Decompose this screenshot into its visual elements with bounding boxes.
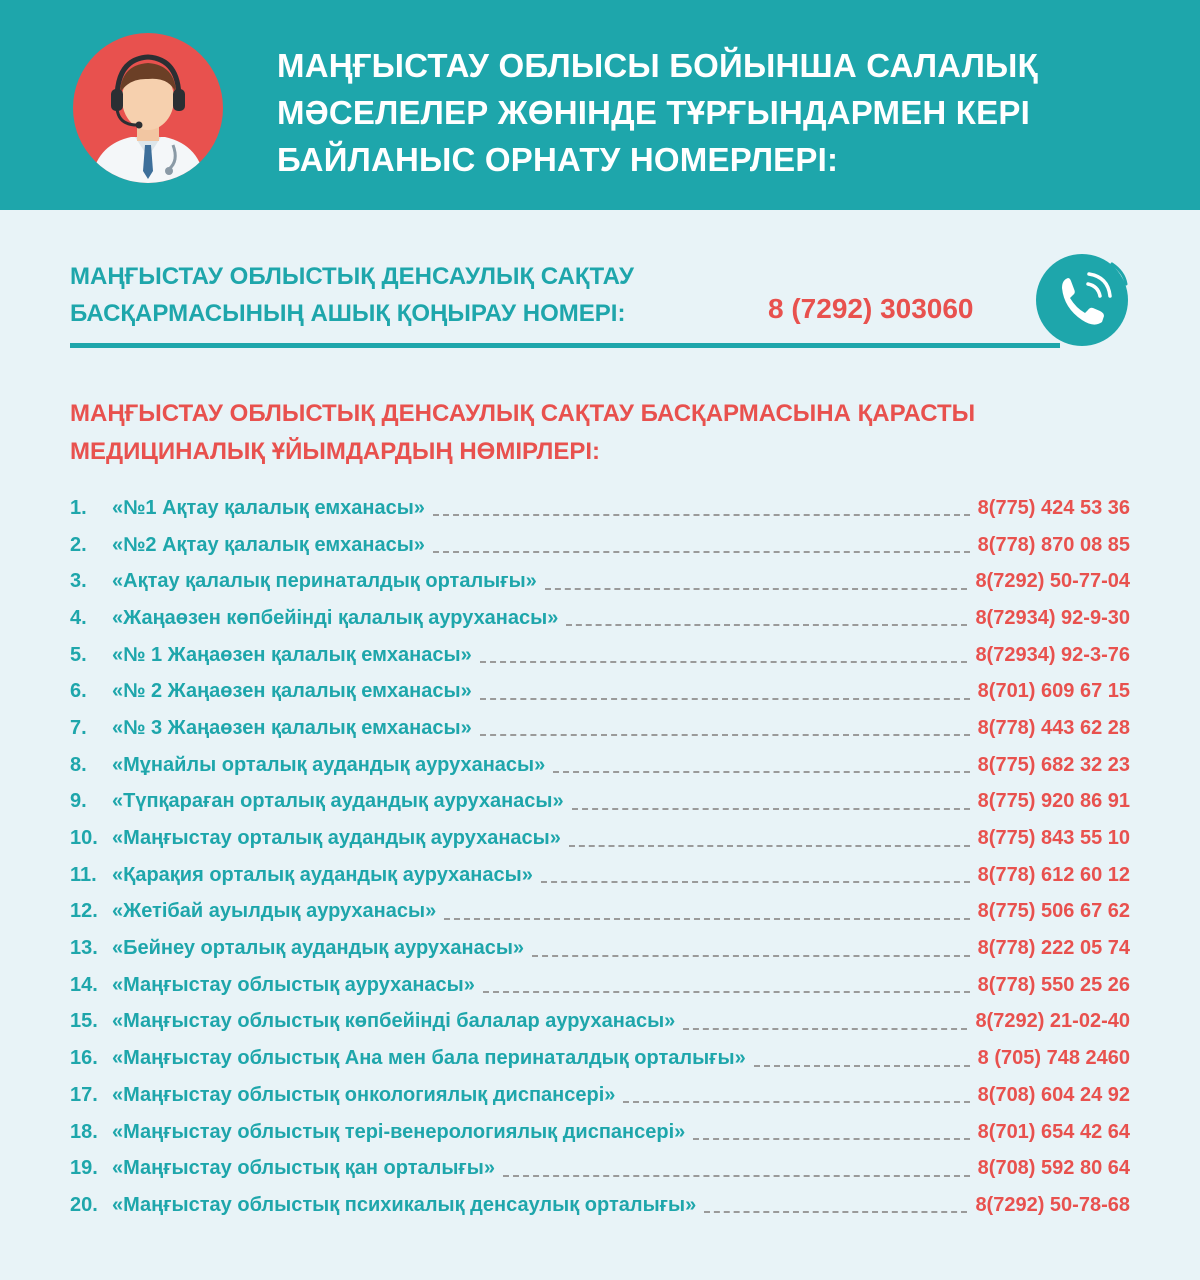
organization-name: «Маңғыстау облыстық тері-венерологиялық диспансері» [112,1120,686,1143]
phone-number[interactable]: 8(778) 550 25 26 [977,973,1130,996]
organization-name: «Бейнеу орталық аудандық ауруханасы» [112,937,525,960]
organization-name: «№2 Ақтау қалалық емханасы» [112,533,425,556]
dashed-leader [572,808,970,810]
item-number: 9. [70,790,87,813]
dashed-leader [704,1211,967,1213]
list-item [70,527,1130,564]
header-banner [0,0,1200,210]
organization-name: «№ 1 Жаңаөзен қалалық емханасы» [112,643,472,666]
item-number: 11. [70,863,97,886]
phone-number[interactable]: 8 (705) 748 2460 [977,1047,1130,1070]
list-item [70,600,1130,637]
phone-number[interactable]: 8(72934) 92-3-76 [975,643,1130,666]
hotline-label [70,258,770,332]
item-number: 19. [70,1157,98,1180]
header-title-line: БАЙЛАНЫС ОРНАТУ НОМЕРЛЕРІ: [277,141,839,178]
item-number: 17. [70,1083,98,1106]
item-number: 3. [70,570,87,593]
dashed-leader [480,698,970,700]
phone-number[interactable]: 8(7292) 50-77-04 [975,570,1130,593]
organizations-list [70,490,1130,1224]
phone-number[interactable]: 8(778) 870 08 85 [977,533,1130,556]
list-item [70,747,1130,784]
item-number: 2. [70,533,87,556]
phone-number[interactable]: 8(708) 604 24 92 [977,1083,1130,1106]
divider [70,343,1060,348]
organization-name: «Жаңаөзен көпбейінді қалалық ауруханасы» [112,606,559,629]
dashed-leader [545,588,968,590]
hotline-label-line: БАСҚАРМАСЫНЫҢ АШЫҚ ҚОҢЫРАУ НОМЕРІ: [70,300,626,327]
phone-number[interactable]: 8(775) 843 55 10 [977,827,1130,850]
dashed-leader [569,845,970,847]
list-item [70,1187,1130,1224]
item-number: 4. [70,606,87,629]
organization-name: «№ 2 Жаңаөзен қалалық емханасы» [112,680,472,703]
item-number: 5. [70,643,87,666]
list-item [70,1040,1130,1077]
organization-name: «№ 3 Жаңаөзен қалалық емханасы» [112,716,472,739]
item-number: 16. [70,1047,98,1070]
dashed-leader [541,881,970,883]
operator-doctor-icon [73,33,223,183]
phone-number[interactable]: 8(72934) 92-9-30 [975,606,1130,629]
item-number: 18. [70,1120,98,1143]
phone-number[interactable]: 8(7292) 50-78-68 [975,1193,1130,1216]
item-number: 1. [70,496,87,519]
dashed-leader [693,1138,969,1140]
item-number: 7. [70,716,87,739]
organization-name: «Түпқараған орталық аудандық ауруханасы» [112,790,564,813]
dashed-leader [483,991,970,993]
dashed-leader [433,514,970,516]
organization-name: «Маңғыстау облыстық психикалық денсаулық орталығы» [112,1193,697,1216]
organization-name: «Мұнайлы орталық аудандық ауруханасы» [112,753,546,776]
phone-number[interactable]: 8(778) 222 05 74 [977,937,1130,960]
list-item [70,1077,1130,1114]
list-item [70,710,1130,747]
list-item [70,857,1130,894]
item-number: 10. [70,827,98,850]
list-item [70,490,1130,527]
organization-name: «Ақтау қалалық перинаталдық орталығы» [112,570,537,593]
item-number: 13. [70,937,98,960]
organization-name: «Маңғыстау орталық аудандық ауруханасы» [112,827,561,850]
phone-number[interactable]: 8(775) 424 53 36 [977,496,1130,519]
item-number: 14. [70,973,98,996]
dashed-leader [503,1175,970,1177]
organization-name: «Маңғыстау облыстық ауруханасы» [112,973,475,996]
organization-name: «Жетібай ауылдық ауруханасы» [112,900,437,923]
phone-number[interactable]: 8(775) 682 32 23 [977,753,1130,776]
organization-name: «Маңғыстау облыстық қан орталығы» [112,1157,495,1180]
list-item [70,820,1130,857]
list-item [70,784,1130,821]
hotline-number[interactable]: 8 (7292) 303060 [768,293,974,324]
header-title-line: МАҢҒЫСТАУ ОБЛЫСЫ БОЙЫНША САЛАЛЫҚ [277,47,1038,84]
item-number: 6. [70,680,87,703]
dashed-leader [754,1065,970,1067]
phone-call-icon [1032,250,1132,350]
header-title [277,42,1177,183]
organization-name: «Қарақия орталық аудандық ауруханасы» [112,863,533,886]
item-number: 12. [70,900,98,923]
phone-number[interactable]: 8(775) 920 86 91 [977,790,1130,813]
dashed-leader [480,661,968,663]
phone-number[interactable]: 8(778) 612 60 12 [977,863,1130,886]
dashed-leader [532,955,970,957]
phone-number[interactable]: 8(701) 654 42 64 [977,1120,1130,1143]
section-title [70,395,1150,471]
list-item [70,930,1130,967]
organization-name: «Маңғыстау облыстық онкологиялық диспансері» [112,1083,616,1106]
organization-name: «Маңғыстау облыстық Ана мен бала перинаталдық орталығы» [112,1047,746,1070]
dashed-leader [623,1101,969,1103]
phone-number[interactable]: 8(775) 506 67 62 [977,900,1130,923]
list-item [70,1114,1130,1151]
header-title-line: МӘСЕЛЕЛЕР ЖӨНІНДЕ ТҰРҒЫНДАРМЕН КЕРІ [277,94,1030,131]
list-item [70,563,1130,600]
phone-number[interactable]: 8(7292) 21-02-40 [975,1010,1130,1033]
list-item [70,967,1130,1004]
section-title-line: МАҢҒЫСТАУ ОБЛЫСТЫҚ ДЕНСАУЛЫҚ САҚТАУ БАСҚАРМАСЫНА ҚАРАСТЫ [70,400,976,427]
list-item [70,637,1130,674]
dashed-leader [553,771,969,773]
hotline-label-line: МАҢҒЫСТАУ ОБЛЫСТЫҚ ДЕНСАУЛЫҚ САҚТАУ [70,263,634,290]
dashed-leader [683,1028,967,1030]
section-title-line: МЕДИЦИНАЛЫҚ ҰЙЫМДАРДЫҢ НӨМІРЛЕРІ: [70,438,601,465]
phone-number[interactable]: 8(778) 443 62 28 [977,716,1130,739]
item-number: 8. [70,753,87,776]
dashed-leader [480,734,970,736]
dashed-leader [566,624,967,626]
list-item [70,894,1130,931]
phone-number[interactable]: 8(701) 609 67 15 [977,680,1130,703]
organization-name: «Маңғыстау облыстық көпбейінді балалар ауруханасы» [112,1010,676,1033]
dashed-leader [444,918,969,920]
item-number: 20. [70,1193,98,1216]
organization-name: «№1 Ақтау қалалық емханасы» [112,496,425,519]
list-item [70,1004,1130,1041]
dashed-leader [433,551,970,553]
list-item [70,1150,1130,1187]
phone-number[interactable]: 8(708) 592 80 64 [977,1157,1130,1180]
item-number: 15. [70,1010,98,1033]
list-item [70,673,1130,710]
